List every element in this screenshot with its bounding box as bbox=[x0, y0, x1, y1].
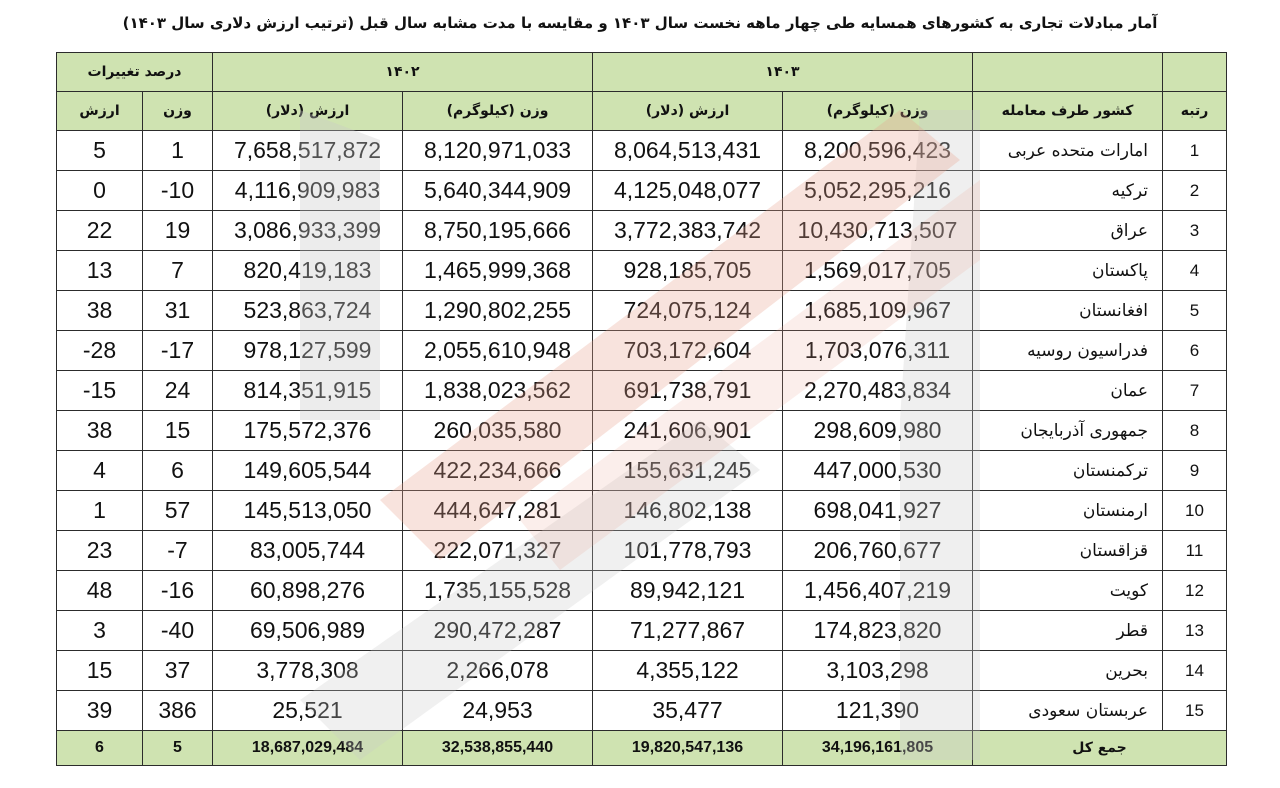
cell-value-change: 5 bbox=[57, 131, 143, 171]
cell-value-1403: 4,355,122 bbox=[593, 651, 783, 691]
header-year-1403: ۱۴۰۳ bbox=[593, 53, 973, 92]
cell-weight-change: 57 bbox=[143, 491, 213, 531]
cell-value-change: 0 bbox=[57, 171, 143, 211]
cell-weight-change: -16 bbox=[143, 571, 213, 611]
cell-weight-change: 1 bbox=[143, 131, 213, 171]
header-year-1402: ۱۴۰۲ bbox=[213, 53, 593, 92]
cell-rank: 14 bbox=[1163, 651, 1227, 691]
cell-weight-1402: 8,120,971,033 bbox=[403, 131, 593, 171]
total-value-change: 6 bbox=[57, 731, 143, 766]
cell-value-1403: 71,277,867 bbox=[593, 611, 783, 651]
table-row bbox=[57, 171, 1227, 211]
cell-value-change: 39 bbox=[57, 691, 143, 731]
cell-weight-1403: 3,103,298 bbox=[783, 651, 973, 691]
cell-rank: 15 bbox=[1163, 691, 1227, 731]
cell-country: پاکستان bbox=[973, 251, 1163, 291]
cell-value-1402: 60,898,276 bbox=[213, 571, 403, 611]
cell-value-change: 23 bbox=[57, 531, 143, 571]
header-change-percent: درصد تغییرات bbox=[57, 53, 213, 92]
cell-value-1402: 814,351,915 bbox=[213, 371, 403, 411]
cell-weight-1403: 206,760,677 bbox=[783, 531, 973, 571]
cell-value-change: 15 bbox=[57, 651, 143, 691]
cell-value-change: 13 bbox=[57, 251, 143, 291]
table-row bbox=[57, 531, 1227, 571]
header-value-change: ارزش bbox=[57, 92, 143, 131]
total-value-1402: 18,687,029,484 bbox=[213, 731, 403, 766]
cell-value-1403: 146,802,138 bbox=[593, 491, 783, 531]
cell-value-change: 48 bbox=[57, 571, 143, 611]
cell-value-change: 1 bbox=[57, 491, 143, 531]
cell-weight-1402: 222,071,327 bbox=[403, 531, 593, 571]
cell-value-1403: 4,125,048,077 bbox=[593, 171, 783, 211]
header-rank: رتبه bbox=[1163, 92, 1227, 131]
cell-weight-1403: 5,052,295,216 bbox=[783, 171, 973, 211]
cell-value-1402: 145,513,050 bbox=[213, 491, 403, 531]
cell-weight-1402: 1,465,999,368 bbox=[403, 251, 593, 291]
cell-value-1402: 25,521 bbox=[213, 691, 403, 731]
cell-weight-change: 19 bbox=[143, 211, 213, 251]
cell-weight-1403: 2,270,483,834 bbox=[783, 371, 973, 411]
cell-weight-change: 31 bbox=[143, 291, 213, 331]
cell-weight-1402: 2,266,078 bbox=[403, 651, 593, 691]
total-weight-1403: 34,196,161,805 bbox=[783, 731, 973, 766]
cell-weight-change: 6 bbox=[143, 451, 213, 491]
cell-value-1403: 101,778,793 bbox=[593, 531, 783, 571]
cell-country: فدراسیون روسیه bbox=[973, 331, 1163, 371]
header-row-sub bbox=[57, 92, 1227, 131]
table-row bbox=[57, 691, 1227, 731]
cell-value-1402: 3,778,308 bbox=[213, 651, 403, 691]
table-row bbox=[57, 291, 1227, 331]
header-value-1402: ارزش (دلار) bbox=[213, 92, 403, 131]
page-title: آمار مبادلات تجاری به کشورهای همسایه طی چهار ماهه نخست سال ۱۴۰۳ و مقایسه با مدت مشابه سال قبل (ترتیب ارزش دلاری سال ۱۴۰۳) bbox=[122, 14, 1158, 32]
cell-weight-1403: 121,390 bbox=[783, 691, 973, 731]
cell-country: کویت bbox=[973, 571, 1163, 611]
table-row bbox=[57, 131, 1227, 171]
cell-weight-1403: 10,430,713,507 bbox=[783, 211, 973, 251]
cell-weight-change: 15 bbox=[143, 411, 213, 451]
cell-weight-1402: 5,640,344,909 bbox=[403, 171, 593, 211]
table-row bbox=[57, 491, 1227, 531]
cell-value-change: 38 bbox=[57, 291, 143, 331]
cell-value-1402: 69,506,989 bbox=[213, 611, 403, 651]
cell-value-1403: 155,631,245 bbox=[593, 451, 783, 491]
cell-rank: 9 bbox=[1163, 451, 1227, 491]
cell-weight-change: 37 bbox=[143, 651, 213, 691]
cell-weight-1402: 290,472,287 bbox=[403, 611, 593, 651]
cell-value-change: 22 bbox=[57, 211, 143, 251]
cell-value-1402: 3,086,933,399 bbox=[213, 211, 403, 251]
total-row bbox=[57, 731, 1227, 766]
cell-value-change: 3 bbox=[57, 611, 143, 651]
cell-country: عمان bbox=[973, 371, 1163, 411]
cell-value-1403: 8,064,513,431 bbox=[593, 131, 783, 171]
header-value-1403: ارزش (دلار) bbox=[593, 92, 783, 131]
cell-weight-1403: 1,456,407,219 bbox=[783, 571, 973, 611]
cell-rank: 2 bbox=[1163, 171, 1227, 211]
cell-weight-1402: 24,953 bbox=[403, 691, 593, 731]
cell-weight-1402: 1,838,023,562 bbox=[403, 371, 593, 411]
cell-country: امارات متحده عربی bbox=[973, 131, 1163, 171]
cell-weight-1402: 260,035,580 bbox=[403, 411, 593, 451]
cell-weight-1402: 1,735,155,528 bbox=[403, 571, 593, 611]
cell-rank: 5 bbox=[1163, 291, 1227, 331]
cell-weight-1403: 447,000,530 bbox=[783, 451, 973, 491]
cell-value-1402: 175,572,376 bbox=[213, 411, 403, 451]
header-weight-change: وزن bbox=[143, 92, 213, 131]
cell-weight-1403: 298,609,980 bbox=[783, 411, 973, 451]
cell-value-1403: 35,477 bbox=[593, 691, 783, 731]
cell-country: ترکیه bbox=[973, 171, 1163, 211]
cell-country: افغانستان bbox=[973, 291, 1163, 331]
cell-value-1402: 820,419,183 bbox=[213, 251, 403, 291]
cell-rank: 6 bbox=[1163, 331, 1227, 371]
cell-value-change: -15 bbox=[57, 371, 143, 411]
cell-weight-1402: 1,290,802,255 bbox=[403, 291, 593, 331]
cell-weight-1403: 174,823,820 bbox=[783, 611, 973, 651]
cell-value-1402: 7,658,517,872 bbox=[213, 131, 403, 171]
table-row bbox=[57, 611, 1227, 651]
cell-country: عربستان سعودی bbox=[973, 691, 1163, 731]
cell-weight-change: -7 bbox=[143, 531, 213, 571]
cell-rank: 13 bbox=[1163, 611, 1227, 651]
cell-weight-1403: 1,569,017,705 bbox=[783, 251, 973, 291]
cell-country: جمهوری آذربایجان bbox=[973, 411, 1163, 451]
cell-value-1403: 89,942,121 bbox=[593, 571, 783, 611]
cell-value-1403: 3,772,383,742 bbox=[593, 211, 783, 251]
cell-weight-change: -40 bbox=[143, 611, 213, 651]
cell-rank: 10 bbox=[1163, 491, 1227, 531]
table-row bbox=[57, 211, 1227, 251]
cell-value-1402: 149,605,544 bbox=[213, 451, 403, 491]
table-row bbox=[57, 571, 1227, 611]
cell-country: ارمنستان bbox=[973, 491, 1163, 531]
cell-value-1402: 523,863,724 bbox=[213, 291, 403, 331]
cell-weight-1403: 8,200,596,423 bbox=[783, 131, 973, 171]
table-row bbox=[57, 651, 1227, 691]
cell-country: عراق bbox=[973, 211, 1163, 251]
cell-value-1402: 83,005,744 bbox=[213, 531, 403, 571]
table-row bbox=[57, 251, 1227, 291]
cell-country: قطر bbox=[973, 611, 1163, 651]
cell-value-1403: 691,738,791 bbox=[593, 371, 783, 411]
table-row bbox=[57, 331, 1227, 371]
cell-weight-change: 386 bbox=[143, 691, 213, 731]
cell-rank: 3 bbox=[1163, 211, 1227, 251]
header-weight-1402: وزن (کیلوگرم) bbox=[403, 92, 593, 131]
cell-weight-1403: 1,685,109,967 bbox=[783, 291, 973, 331]
cell-value-1403: 703,172,604 bbox=[593, 331, 783, 371]
cell-value-change: 38 bbox=[57, 411, 143, 451]
cell-value-1403: 724,075,124 bbox=[593, 291, 783, 331]
cell-value-1402: 978,127,599 bbox=[213, 331, 403, 371]
cell-weight-1402: 444,647,281 bbox=[403, 491, 593, 531]
trade-table bbox=[56, 52, 1227, 766]
header-empty-country bbox=[973, 53, 1163, 92]
cell-weight-1403: 698,041,927 bbox=[783, 491, 973, 531]
total-value-1403: 19,820,547,136 bbox=[593, 731, 783, 766]
cell-weight-1402: 2,055,610,948 bbox=[403, 331, 593, 371]
cell-country: بحرین bbox=[973, 651, 1163, 691]
cell-value-1403: 241,606,901 bbox=[593, 411, 783, 451]
cell-country: ترکمنستان bbox=[973, 451, 1163, 491]
cell-rank: 12 bbox=[1163, 571, 1227, 611]
table-row bbox=[57, 411, 1227, 451]
cell-rank: 4 bbox=[1163, 251, 1227, 291]
cell-weight-1403: 1,703,076,311 bbox=[783, 331, 973, 371]
header-row-top bbox=[57, 53, 1227, 92]
cell-weight-change: 24 bbox=[143, 371, 213, 411]
cell-rank: 1 bbox=[1163, 131, 1227, 171]
cell-rank: 8 bbox=[1163, 411, 1227, 451]
table-row bbox=[57, 371, 1227, 411]
header-country: کشور طرف معامله bbox=[973, 92, 1163, 131]
cell-rank: 7 bbox=[1163, 371, 1227, 411]
cell-value-change: -28 bbox=[57, 331, 143, 371]
cell-value-1403: 928,185,705 bbox=[593, 251, 783, 291]
cell-weight-1402: 422,234,666 bbox=[403, 451, 593, 491]
cell-weight-change: -10 bbox=[143, 171, 213, 211]
total-weight-change: 5 bbox=[143, 731, 213, 766]
cell-weight-change: -17 bbox=[143, 331, 213, 371]
header-weight-1403: وزن (کیلوگرم) bbox=[783, 92, 973, 131]
table-row bbox=[57, 451, 1227, 491]
cell-weight-1402: 8,750,195,666 bbox=[403, 211, 593, 251]
cell-weight-change: 7 bbox=[143, 251, 213, 291]
cell-country: قزاقستان bbox=[973, 531, 1163, 571]
total-weight-1402: 32,538,855,440 bbox=[403, 731, 593, 766]
cell-value-1402: 4,116,909,983 bbox=[213, 171, 403, 211]
cell-value-change: 4 bbox=[57, 451, 143, 491]
header-empty-rank bbox=[1163, 53, 1227, 92]
total-label: جمع کل bbox=[973, 731, 1227, 766]
cell-rank: 11 bbox=[1163, 531, 1227, 571]
